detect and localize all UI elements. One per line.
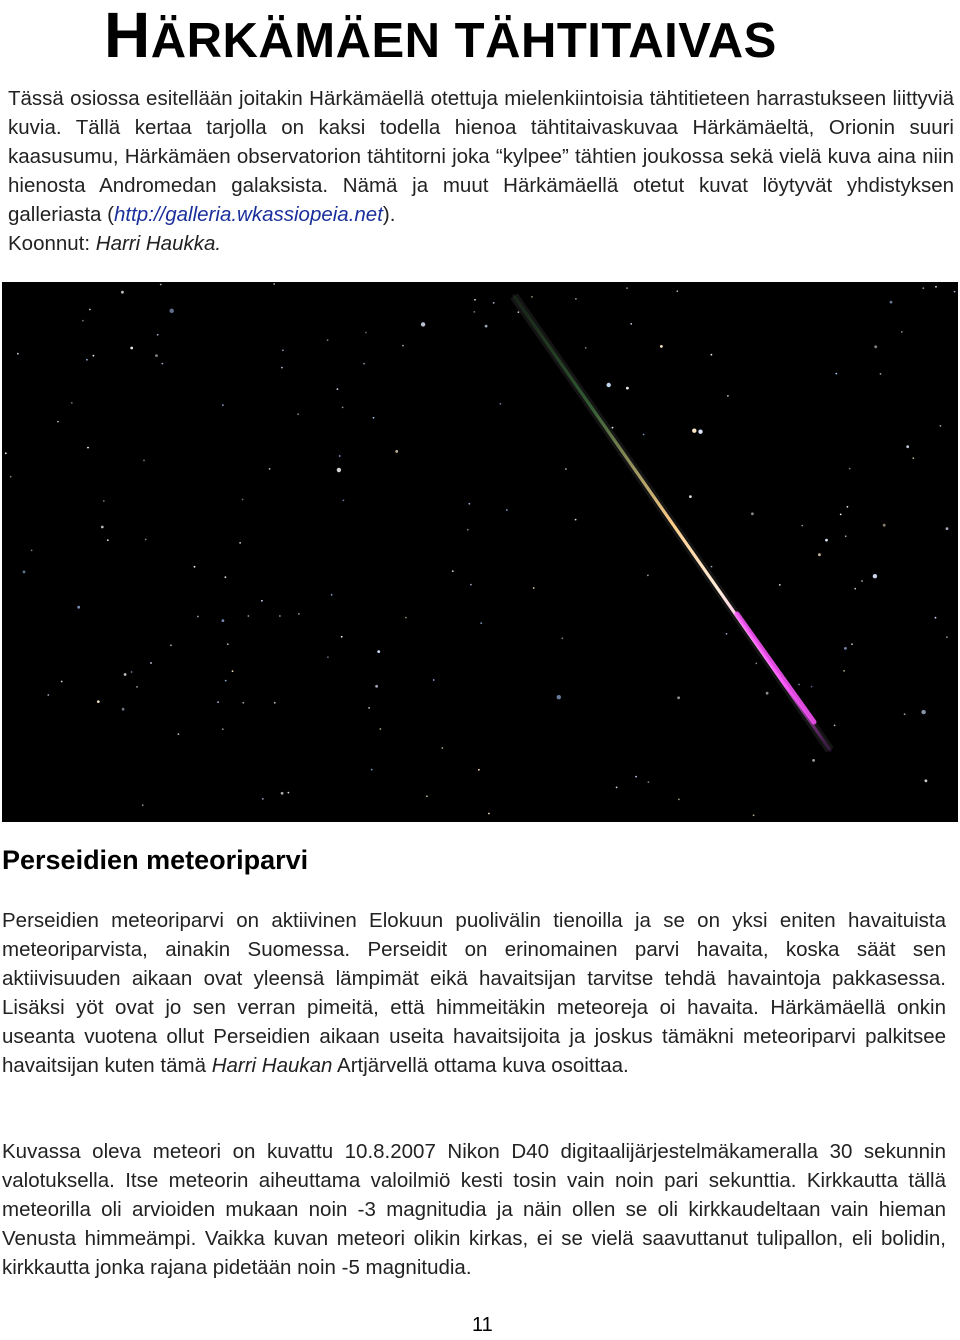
- star: [371, 769, 373, 771]
- star: [575, 519, 577, 521]
- star: [61, 681, 63, 683]
- star: [97, 700, 100, 703]
- star: [493, 302, 495, 304]
- star: [779, 584, 781, 586]
- star: [500, 403, 502, 405]
- star: [279, 615, 281, 617]
- star: [143, 460, 145, 462]
- star: [488, 813, 490, 815]
- star: [93, 355, 95, 357]
- star: [755, 663, 757, 665]
- star: [935, 286, 937, 288]
- star: [337, 388, 339, 390]
- star: [282, 349, 284, 351]
- star: [160, 284, 162, 286]
- photographer-name: Harri Haukan: [211, 1054, 333, 1077]
- star: [373, 417, 375, 419]
- star: [82, 320, 84, 322]
- star: [847, 506, 849, 508]
- star: [811, 686, 813, 688]
- section-paragraph-1: [2, 906, 946, 1080]
- star: [150, 662, 152, 664]
- star: [339, 455, 341, 457]
- star: [87, 447, 89, 449]
- star: [23, 571, 26, 574]
- star: [518, 311, 520, 313]
- star: [849, 468, 851, 470]
- star: [89, 309, 91, 311]
- page-title: [104, 0, 904, 71]
- star: [395, 450, 398, 453]
- gallery-link[interactable]: http://galleria.wkassiopeia.net: [113, 203, 383, 226]
- star: [142, 804, 144, 806]
- star: [912, 457, 914, 459]
- star: [845, 535, 847, 537]
- star: [480, 622, 482, 624]
- credit-label: Koonnut:: [8, 232, 96, 255]
- p1-text: Perseidien meteoriparvi on aktiivinen Elokuun puolivälin tienoilla ja se on yksi eniten havaituista meteoriparvista, ainakin Suomessa. Perseidit on erinomainen parvi havaita, koska säät sen aktiivisuuden aikaan ovat yleensä lämpimät eikä havaitsijan tarvitse tehdä havaintoja pakkasessa. Lisäksi yöt ovat jo sen verran pimeitä, että himmeitäkin meteoreja oi havaita. Härkämäellä onkin useanta vuotena ollut Perseidien aikaan useita havaitsijoita ja joskus tämäkni meteoriparvi palkitsee havaitsijan kuten tämä: [2, 909, 946, 1077]
- star: [840, 514, 842, 516]
- star: [585, 347, 587, 349]
- star: [626, 387, 629, 390]
- star: [225, 680, 227, 682]
- star: [170, 644, 172, 646]
- star: [421, 322, 425, 326]
- p1-text-end: Artjärvellä ottama kuva osoittaa.: [332, 1054, 629, 1077]
- star: [873, 574, 877, 578]
- star: [222, 728, 224, 730]
- star: [467, 529, 469, 531]
- star: [122, 708, 125, 711]
- star: [227, 643, 229, 645]
- star: [473, 311, 475, 313]
- star: [766, 692, 769, 695]
- section-paragraph-2: Kuvassa oleva meteori on kuvattu 10.8.2007 Nikon D40 digitaalijärjestelmäkameralla 30 sekunnin valotuksella. Itse meteorin aiheuttama valoilmiö kesti tosin vain noin pari sekunttia. Kirkkautta tällä meteorilla oli arvioiden mukaan noin -3 magnitudia ja näin ollen se oli kirkkaudeltaan vain hieman Venusta himmeämpi. Vaikka kuvan meteori olikin kirkas, ei se vielä saavuttanut tulipallon, eli bolidin, kirkkautta jonka rajana pidetään noin -5 magnitudia.: [2, 1140, 946, 1279]
- star: [921, 710, 925, 714]
- star: [616, 787, 618, 789]
- section-heading: Perseidien meteoriparvi: [2, 845, 309, 875]
- star: [561, 637, 563, 639]
- star: [281, 792, 284, 795]
- star: [262, 798, 264, 800]
- star: [225, 576, 227, 578]
- star: [660, 345, 663, 348]
- credit-name: Harri Haukka.: [95, 232, 222, 255]
- star: [239, 542, 241, 544]
- star: [365, 332, 367, 334]
- star: [281, 367, 283, 369]
- intro-paragraph: [8, 84, 954, 258]
- star: [711, 354, 713, 356]
- star: [801, 525, 803, 527]
- star: [643, 434, 645, 436]
- star: [441, 747, 443, 749]
- star: [145, 539, 147, 541]
- star: [470, 584, 472, 586]
- star: [363, 363, 365, 365]
- star: [468, 503, 470, 505]
- star: [337, 468, 341, 472]
- star: [242, 702, 244, 704]
- star: [692, 429, 696, 433]
- star: [533, 587, 535, 589]
- star: [531, 296, 533, 298]
- star: [575, 298, 577, 300]
- intro-text-end: ).: [382, 203, 396, 226]
- star: [178, 733, 180, 735]
- star: [157, 334, 159, 336]
- star: [242, 499, 244, 501]
- star: [107, 539, 109, 541]
- star: [946, 527, 949, 530]
- meteor-photo-svg: [2, 282, 958, 822]
- star: [452, 570, 454, 572]
- star: [402, 345, 404, 347]
- night-sky: [2, 282, 958, 822]
- star: [10, 476, 12, 478]
- star: [222, 404, 224, 406]
- star: [232, 670, 234, 672]
- star: [883, 524, 886, 527]
- star: [261, 600, 263, 602]
- star: [161, 363, 163, 365]
- star: [676, 290, 678, 292]
- star: [726, 633, 728, 635]
- star: [217, 701, 219, 703]
- star: [843, 670, 845, 672]
- star: [935, 617, 937, 619]
- star: [377, 650, 380, 653]
- star: [678, 799, 680, 801]
- star: [485, 325, 488, 328]
- star: [131, 671, 133, 673]
- page-title-initial: H: [104, 0, 151, 71]
- star: [607, 383, 611, 387]
- star: [17, 353, 19, 355]
- star: [861, 580, 863, 582]
- star: [851, 643, 853, 645]
- star: [478, 769, 480, 771]
- star: [155, 354, 158, 357]
- star: [474, 299, 476, 301]
- star: [612, 427, 614, 429]
- star: [327, 656, 329, 658]
- star: [121, 291, 124, 294]
- star: [880, 373, 882, 375]
- star: [342, 407, 344, 409]
- star: [844, 647, 847, 650]
- star: [648, 781, 650, 783]
- star: [874, 345, 877, 348]
- star: [331, 594, 333, 596]
- star: [375, 685, 378, 688]
- star: [433, 679, 435, 681]
- star: [341, 636, 343, 638]
- star: [57, 421, 59, 423]
- star: [506, 509, 508, 511]
- star: [343, 500, 345, 502]
- star: [904, 713, 906, 715]
- star: [86, 359, 88, 361]
- star: [630, 323, 632, 325]
- star: [124, 673, 127, 676]
- star: [626, 287, 628, 289]
- star: [197, 616, 199, 618]
- star: [288, 792, 290, 794]
- star: [405, 617, 407, 619]
- star: [925, 779, 928, 782]
- star: [274, 702, 276, 704]
- star: [71, 402, 73, 404]
- star: [136, 686, 138, 688]
- star: [711, 566, 713, 568]
- star: [647, 575, 649, 577]
- star: [753, 814, 755, 816]
- star: [677, 696, 680, 699]
- star: [825, 539, 828, 542]
- star: [557, 695, 561, 699]
- star: [940, 425, 942, 427]
- star: [565, 468, 567, 470]
- star: [327, 339, 329, 341]
- star: [954, 291, 956, 293]
- star: [298, 613, 300, 615]
- star: [689, 495, 692, 498]
- star: [31, 550, 33, 552]
- star: [101, 526, 104, 529]
- star: [222, 619, 225, 622]
- star: [922, 287, 924, 289]
- intro-text: Tässä osiossa esitellään joitakin Härkämäellä otettuja mielenkiintoisia tähtitieteen harrastukseen liittyviä kuvia. Tällä kertaa tarjolla on kaksi todella hienoa tähtitaivaskuvaa Härkämäeltä, Orionin suuri kaasusumu, Härkämäen observatorion tähtitorni joka “kylpee” tähtien joukossa sekä vielä kuva aina niin hienosta Andromedan galaksista. Nämä ja muut Härkämäellä otetut kuvat löytyvät yhdistyksen galleriasta (: [8, 87, 954, 226]
- star: [818, 553, 821, 556]
- star: [635, 776, 637, 778]
- star: [835, 373, 837, 375]
- star: [854, 588, 856, 590]
- meteor-photo: [2, 282, 958, 822]
- star: [269, 468, 271, 470]
- star: [727, 395, 729, 397]
- star: [901, 331, 903, 333]
- star: [170, 309, 174, 313]
- page-number: 11: [472, 1314, 493, 1336]
- star: [751, 512, 754, 515]
- star: [273, 283, 275, 285]
- star: [380, 728, 382, 730]
- page-title-rest: ÄRKÄMÄEN TÄHTITAIVAS: [150, 14, 777, 68]
- star: [297, 413, 299, 415]
- star: [834, 725, 836, 727]
- star: [426, 795, 428, 797]
- star: [798, 684, 800, 686]
- star: [812, 759, 815, 762]
- star: [248, 615, 250, 617]
- star: [47, 694, 49, 696]
- star: [698, 430, 702, 434]
- star: [946, 636, 948, 638]
- star: [194, 566, 196, 568]
- star: [130, 347, 133, 350]
- star: [906, 445, 909, 448]
- star: [103, 500, 105, 502]
- star: [890, 301, 893, 304]
- star: [77, 606, 80, 609]
- star: [368, 707, 370, 709]
- star: [5, 452, 7, 454]
